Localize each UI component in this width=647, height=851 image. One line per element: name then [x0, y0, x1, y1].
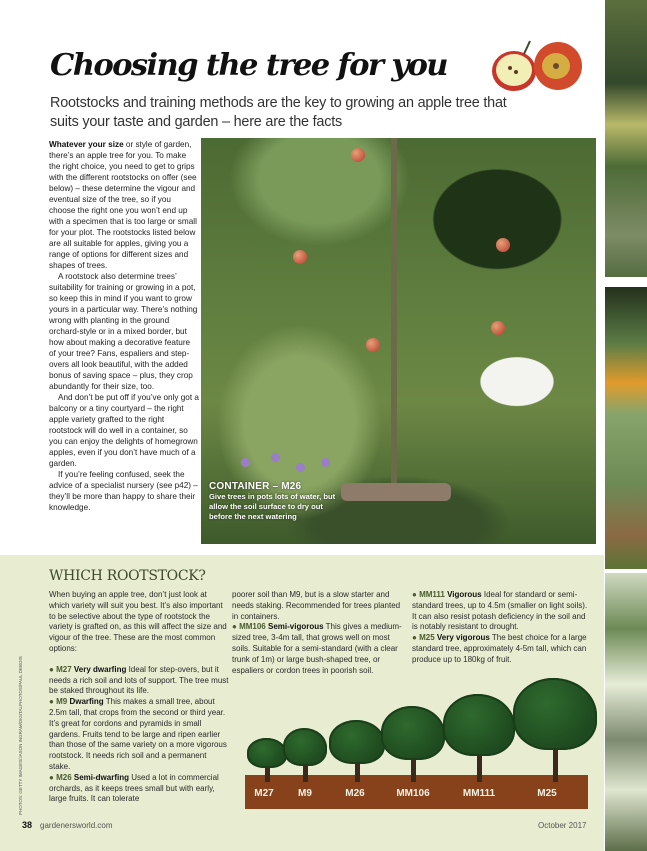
bullet-icon: ● — [412, 633, 417, 643]
diagram-label-m26: M26 — [345, 788, 365, 799]
side-photo-white-blossom — [605, 573, 647, 851]
diagram-label-m9: M9 — [298, 788, 312, 799]
verbena-flower — [241, 458, 250, 467]
intro-lead: Whatever your size — [49, 140, 124, 149]
tree-icon-m9 — [283, 730, 327, 778]
apple-fruit — [491, 321, 505, 335]
tree-icon-mm111 — [443, 696, 515, 778]
diagram-label-m25: M25 — [537, 788, 557, 799]
photo-caption — [209, 481, 339, 522]
side-photo-blossom-branch — [605, 0, 647, 277]
rootstock-item-m9: ● M9 Dwarfing This makes a small tree, about 2.5m tall, that crops from the second or third year. It’s great for cordons and pyramids in small gardens. Fruits tend to be large and ripen earlier than those of the same variety on a more vigorous rootstock. It needs rich soil and a permanent stake. — [49, 697, 227, 771]
photo-credit: PHOTOS: GETTY IMAGES/JASON INGRAM/DIGITALPHOTOS/PAUL DEBOIS — [18, 656, 23, 815]
tree-icon-mm106 — [381, 708, 445, 778]
bullet-icon: ● — [232, 622, 237, 632]
verbena-flower — [321, 458, 330, 467]
diagram-label-mm106: MM106 — [396, 788, 430, 799]
diagram-label-m27: M27 — [254, 788, 274, 799]
bullet-icon: ● — [49, 772, 54, 782]
page-number: 38 — [22, 820, 33, 830]
intro-text — [49, 139, 199, 513]
tree-icon-m25 — [513, 680, 597, 778]
caption-title: CONTAINER – M26 — [209, 481, 302, 492]
intro-paragraph: Whatever your size or style of garden, there’s an apple tree for you. To make the right choice, you need to get to grips with the different rootstocks on offer (see below) – these determine the vigour and eventual size of the tree, so if you choose the right one you won’t end up with a specimen that is too large or small for your plot. The rootstocks listed below are all suitable for apples, giving you a range of options for different sizes and shapes of trees. — [49, 140, 197, 270]
bullet-icon: ● — [49, 664, 54, 674]
container-pot — [341, 483, 451, 501]
tree-icon-m26 — [329, 720, 385, 778]
rootstock-item-m27: ● M27 Very dwarfing Ideal for step-overs, but it needs a rich soil and lots of support. The tree must be staked throughout its life. — [49, 664, 229, 696]
rootstock-item-m26-continued: poorer soil than M9, but is a slow starter and needs staking. Recommended for trees planted in containers. — [232, 590, 401, 621]
rootstock-item-mm106: ● MM106 Semi-vigorous This gives a medium-sized tree, 3-4m tall, that grows well on most soils. Suitable for a semi-standard (with a clear trunk of 1m) or large bush-shaped tree, or espaliers or cordon trees in poorish soil. — [232, 622, 402, 675]
intro-paragraph: If you’re feeling confused, seek the advice of a specialist nursery (see p42) – they’ll be more than happy to share their knowledge. — [49, 470, 198, 512]
footer-date: October 2017 — [538, 821, 587, 830]
page-subtitle: Rootstocks and training methods are the key to growing an apple tree that suits your taste and garden – here are the facts — [50, 95, 507, 130]
rootstock-item-mm111: ● MM111 Vigorous Ideal for standard or semi-standard trees, up to 4.5m (smaller on light soils). It can also resist potash deficiency in the soil and is notably resistant to drought. — [412, 590, 588, 632]
intro-paragraph: And don’t be put off if you’ve only got a balcony or a tiny courtyard – the right apple variety grafted to the right rootstock will do well in a container, so you can enjoy the delights of homegrown apples, even if you don’t have much of a garden. — [49, 393, 199, 468]
apples-illustration — [486, 36, 586, 96]
verbena-flower — [271, 453, 280, 462]
apple-fruit — [351, 148, 365, 162]
rootstock-item-m26: ● M26 Semi-dwarfing Used a lot in commercial orchards, as it keeps trees small but with early, large fruits. It can tolerate — [49, 772, 219, 804]
bullet-icon: ● — [49, 697, 54, 707]
apple-fruit — [366, 338, 380, 352]
apple-tree-photo — [201, 138, 596, 544]
rootstock-heading: WHICH ROOTSTOCK? — [49, 568, 206, 584]
side-photo-orange-flowers — [605, 287, 647, 569]
intro-paragraph: A rootstock also determine trees’ suitability for training or growing in a pot, so keep this in mind if you want to grow yours in a particular way. There’s nothing wrong with planting in the ground orchard-style or in a mixed border, but how about making a decorative feature of your tree? Fans, espaliers and step-overs all look beautiful, with the added bonus of saving space – plus, they crop abundantly for their size, too. — [49, 272, 198, 391]
rootstock-intro: When buying an apple tree, don’t just look at which variety will suit you best. It’s also important to be selective about the type of rootstock the variety is grafted on, as this will affect the size and vigour of the tree. These are the most common options: — [49, 590, 227, 653]
rootstock-column-2 — [232, 590, 402, 676]
rootstock-item-m25: ● M25 Very vigorous The best choice for a large standard tree, approximately 4-5m tall, which can produce up to 180kg of fruit. — [412, 633, 587, 664]
rootstock-column-3 — [412, 590, 592, 666]
diagram-label-mm111: MM111 — [462, 788, 496, 799]
rootstock-size-diagram — [233, 680, 600, 810]
page-title: Choosing the tree for you — [50, 48, 447, 83]
footer-site: gardenersworld.com — [40, 821, 113, 830]
verbena-flower — [296, 463, 305, 472]
bullet-icon: ● — [412, 590, 417, 599]
caption-text: Give trees in pots lots of water, but allow the soil surface to dry out before the next watering — [209, 492, 336, 521]
apple-fruit — [293, 250, 307, 264]
apple-fruit — [496, 238, 510, 252]
tree-icon-m27 — [247, 740, 287, 778]
rootstock-column-1 — [49, 590, 229, 805]
tree-trunk — [391, 138, 397, 498]
